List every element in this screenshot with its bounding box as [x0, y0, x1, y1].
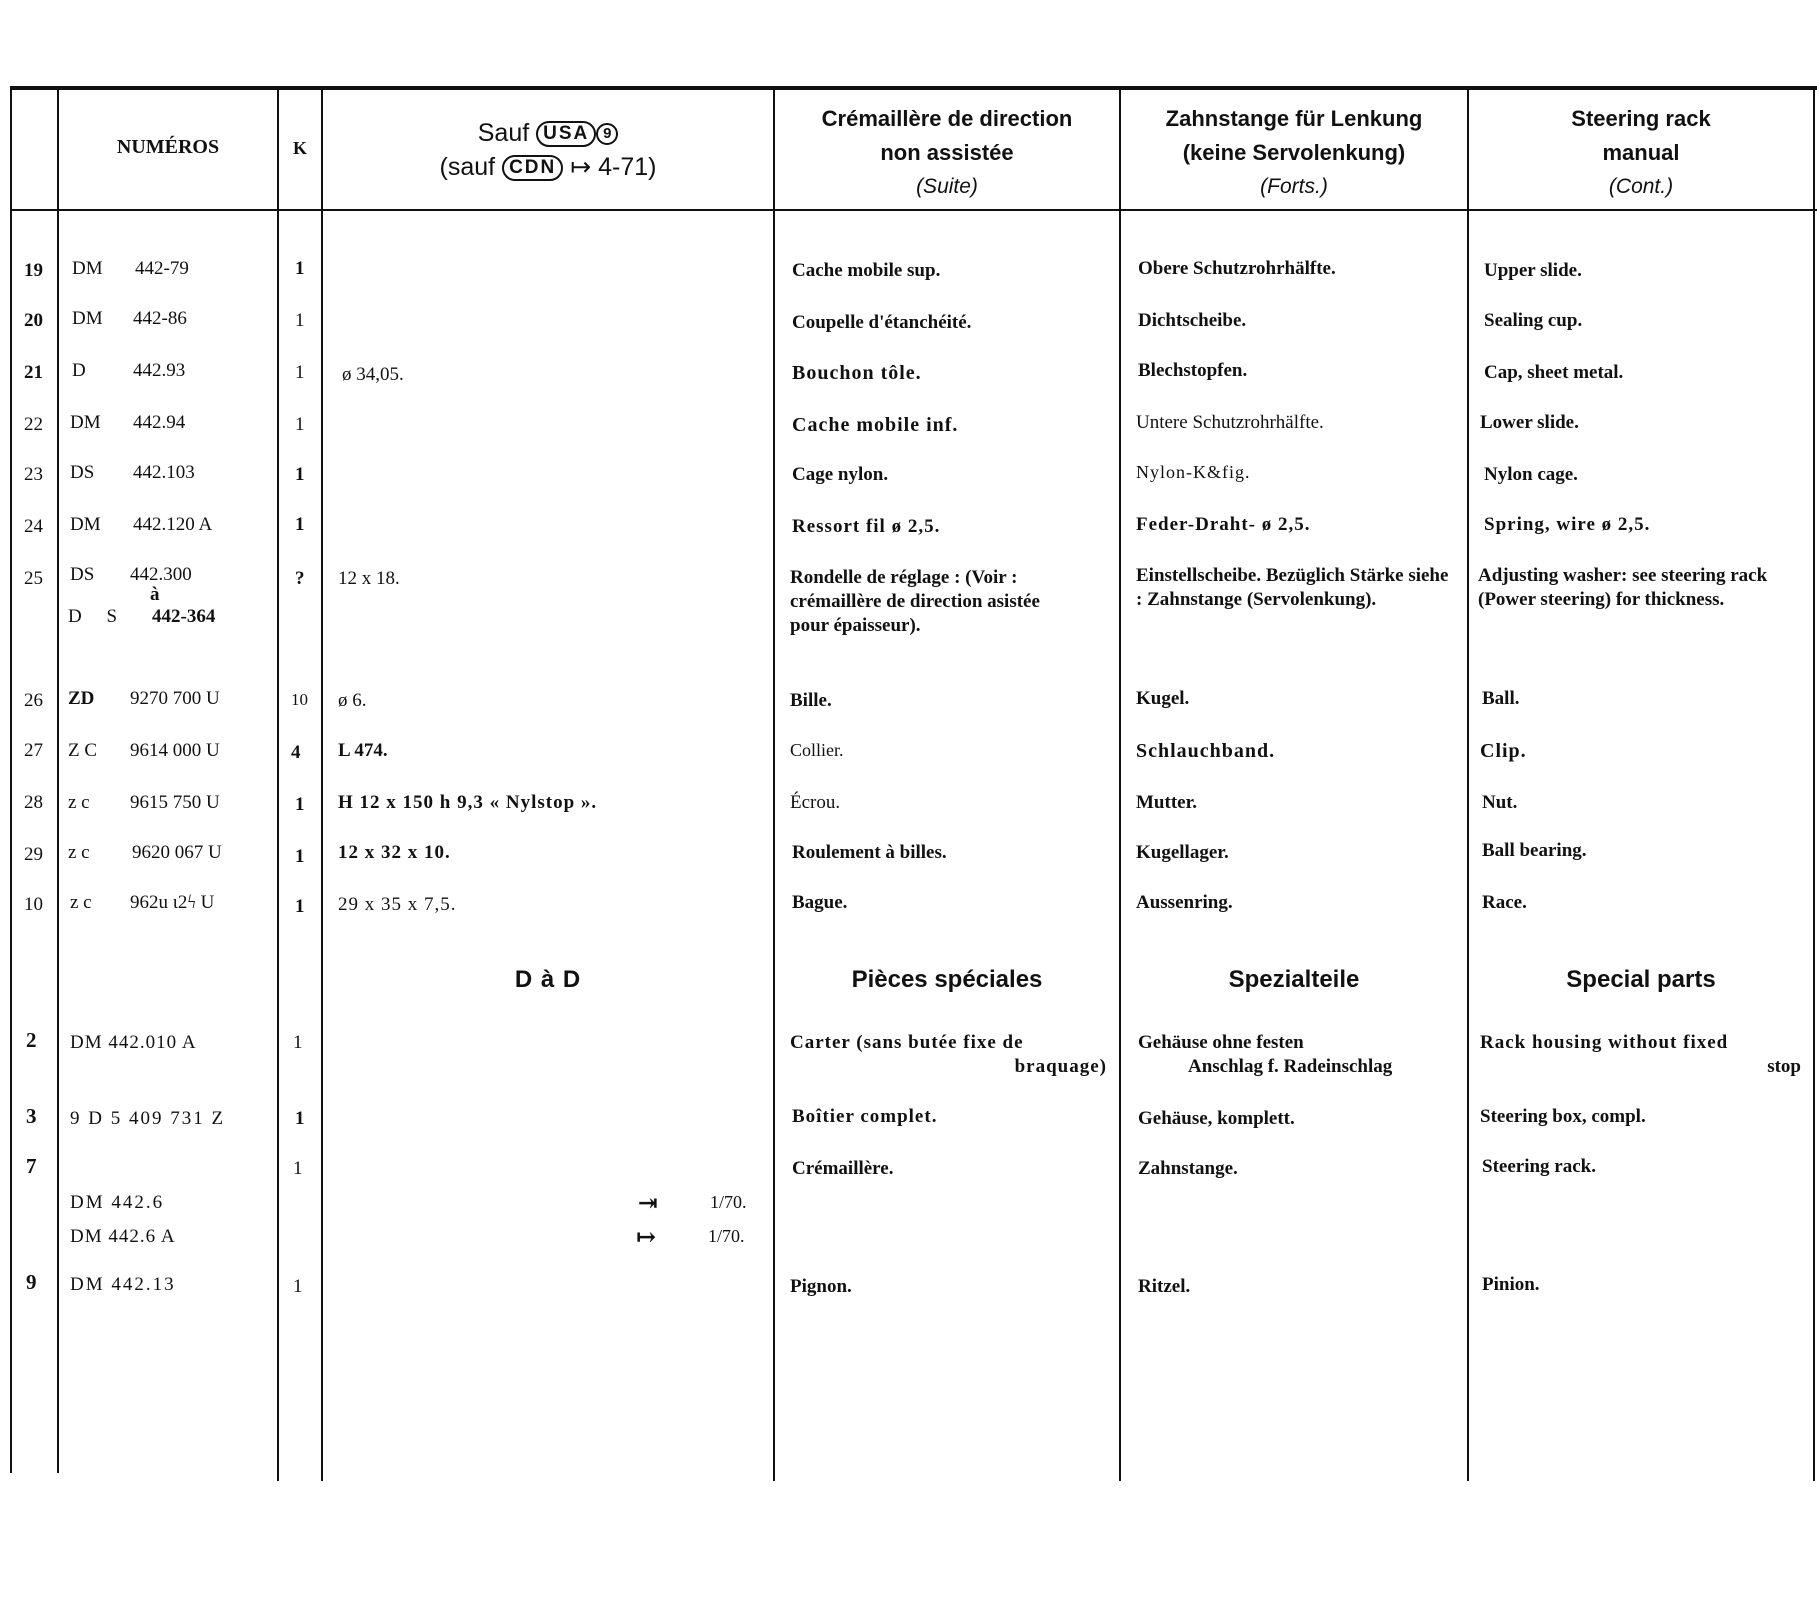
- col-divider: [277, 88, 279, 1481]
- row-spec: L 474.: [338, 740, 388, 761]
- row-desc-fr: Crémaillère.: [792, 1158, 894, 1179]
- col-divider: [321, 88, 323, 1481]
- col-divider: [773, 88, 775, 1481]
- col-divider: [1467, 88, 1469, 1481]
- row-part-number: 9614 000 U: [130, 740, 220, 761]
- row-desc-en: Clip.: [1480, 740, 1527, 762]
- row-part-number: 9270 700 U: [130, 688, 220, 709]
- header-bottom-rule: [10, 209, 1817, 211]
- row-ref: 28: [24, 792, 43, 813]
- row-part-number: 442.94: [133, 412, 186, 433]
- row-qty: 1: [293, 1032, 303, 1053]
- row-desc-fr: Cache mobile sup.: [792, 260, 941, 281]
- english-title-1: Steering rack: [1571, 106, 1711, 131]
- row-desc-fr: Pignon.: [790, 1276, 852, 1297]
- header-french: [775, 102, 1119, 204]
- row-part-number: 442.93: [133, 360, 186, 381]
- section-title-en: Special parts: [1566, 966, 1716, 993]
- row-part-number: 442.300: [130, 564, 192, 585]
- usa-badge: USA: [536, 121, 596, 147]
- row-desc-en: Lower slide.: [1480, 412, 1579, 433]
- row-qty: 10: [291, 690, 308, 709]
- section-title-de: Spezialteile: [1228, 966, 1360, 993]
- row-ref: 7: [26, 1154, 37, 1178]
- header-english: [1469, 102, 1813, 204]
- row-ref: 2: [26, 1028, 37, 1052]
- row-part-range-word: à: [150, 584, 160, 605]
- row-desc-fr: Cage nylon.: [792, 464, 889, 485]
- row-part-number: DM 442.13: [70, 1274, 176, 1295]
- col-divider: [1813, 88, 1815, 1481]
- row-ref: 24: [24, 516, 43, 537]
- row-desc-de-line-2: Anschlag f. Radeinschlag: [1188, 1056, 1393, 1077]
- cdn-badge: CDN: [502, 155, 563, 181]
- row-qty: ?: [295, 568, 305, 589]
- french-title-2: non assistée: [880, 140, 1014, 165]
- french-title-3: (Suite): [916, 175, 978, 198]
- sub-date: 1/70.: [708, 1226, 745, 1246]
- row-desc-en: Sealing cup.: [1484, 310, 1583, 331]
- section-title-fr: Pièces spéciales: [851, 966, 1043, 993]
- row-desc-fr: Rondelle de réglage : (Voir : crémaillère de direction asistée pour épaisseur).: [790, 567, 1040, 636]
- row-ref: 26: [24, 690, 43, 711]
- row-desc-fr: Coupelle d'étanchéité.: [792, 312, 972, 333]
- col-divider: [1119, 88, 1121, 1481]
- row-desc-de: Blechstopfen.: [1138, 360, 1248, 381]
- row-desc-fr: Bague.: [792, 892, 848, 913]
- row-part-prefix: DM: [70, 412, 101, 433]
- row-part-number: DM 442.010 A: [70, 1032, 197, 1053]
- row-desc-en: Ball bearing.: [1482, 840, 1587, 861]
- row-part-prefix: z c: [68, 792, 90, 813]
- english-title-3: (Cont.): [1608, 175, 1674, 198]
- row-desc-en: Upper slide.: [1484, 260, 1582, 281]
- row-desc-de: Kugel.: [1136, 688, 1190, 709]
- row-spec: H 12 x 150 h 9,3 « Nylstop ».: [338, 792, 598, 813]
- row-qty: 1: [295, 794, 305, 815]
- row-desc-fr-line-1: Carter (sans butée fixe de: [790, 1032, 1024, 1053]
- row-desc-fr-line-2: braquage): [1014, 1056, 1107, 1077]
- row-part-prefix: DM: [72, 308, 103, 329]
- row-part-prefix: DS: [70, 462, 95, 483]
- row-part-prefix-2: D S: [68, 606, 128, 627]
- row-desc-fr: Ressort fil ø 2,5.: [792, 516, 941, 537]
- row-part-prefix: D: [72, 360, 86, 381]
- row-desc-en: Nut.: [1482, 792, 1518, 813]
- row-desc-de: Obere Schutzrohrhälfte.: [1138, 258, 1336, 279]
- header-k: K: [292, 138, 307, 158]
- row-spec: ø 6.: [338, 690, 367, 711]
- row-part-number: 9 D 5 409 731 Z: [70, 1108, 226, 1129]
- row-desc-de: Feder-Draht- ø 2,5.: [1136, 514, 1311, 535]
- row-qty: 1: [295, 310, 305, 331]
- row-qty: 1: [295, 896, 305, 917]
- row-ref: 21: [24, 362, 43, 383]
- row-ref: 19: [24, 260, 43, 281]
- row-desc-de: Zahnstange.: [1138, 1158, 1238, 1179]
- row-part-prefix: Z C: [68, 740, 98, 761]
- row-part-number: 9620 067 U: [132, 842, 222, 863]
- row-desc-fr: Collier.: [790, 740, 844, 760]
- row-desc-fr: Cache mobile inf.: [792, 414, 959, 436]
- arrow-from-bar-icon: ↦: [636, 1225, 657, 1251]
- row-part-prefix: z c: [68, 842, 90, 863]
- row-qty: 1: [295, 258, 305, 279]
- french-title-1: Crémaillère de direction: [821, 106, 1073, 131]
- german-title-3: (Forts.): [1260, 175, 1328, 198]
- row-desc-fr: Boîtier complet.: [792, 1106, 938, 1127]
- arrow-right-from-bar-icon: ↦: [570, 153, 592, 181]
- row-desc-en: Adjusting washer: see steering rack (Power steering) for thickness.: [1478, 565, 1768, 610]
- row-qty: 1: [295, 414, 305, 435]
- row-part-prefix: DS: [70, 564, 95, 585]
- row-qty: 4: [291, 742, 301, 763]
- row-qty: 1: [295, 1108, 305, 1129]
- row-desc-en: Spring, wire ø 2,5.: [1484, 514, 1651, 535]
- row-part-number: 442-79: [135, 258, 189, 279]
- row-qty: 1: [295, 362, 305, 383]
- row-part-number: 442.120 A: [133, 514, 213, 535]
- row-ref: 23: [24, 464, 43, 485]
- row-part-prefix: z c: [70, 892, 92, 913]
- german-title-1: Zahnstange für Lenkung: [1165, 106, 1423, 131]
- row-desc-de-line-1: Gehäuse ohne festen: [1138, 1032, 1304, 1053]
- row-spec: ø 34,05.: [342, 364, 404, 385]
- row-desc-fr: Écrou.: [790, 792, 841, 813]
- sub-part-number: DM 442.6: [70, 1192, 165, 1213]
- row-desc-de: Kugellager.: [1136, 842, 1229, 863]
- row-ref: 25: [24, 568, 43, 589]
- row-ref: 3: [26, 1104, 37, 1128]
- conditions-line-2: [323, 150, 773, 184]
- row-qty: 1: [295, 514, 305, 535]
- row-desc-en-line-1: Rack housing without fixed: [1480, 1032, 1729, 1053]
- row-part-prefix: DM: [70, 514, 101, 535]
- row-desc-en: Steering box, compl.: [1480, 1106, 1646, 1127]
- sauf-label: Sauf: [477, 119, 530, 147]
- header-numeros: NUMÉROS: [116, 136, 220, 158]
- row-qty: 1: [295, 464, 305, 485]
- german-title-2: (keine Servolenkung): [1182, 140, 1406, 165]
- row-desc-de: Einstellscheibe. Bezüglich Stärke siehe : Zahnstange (Servolenkung).: [1136, 565, 1449, 610]
- col-divider: [57, 88, 59, 1473]
- row-desc-de: Dichtscheibe.: [1138, 310, 1247, 331]
- col-divider: [10, 88, 12, 1473]
- date-label: 4-71): [598, 153, 657, 181]
- row-qty: 1: [293, 1276, 303, 1297]
- row-desc-fr: Bouchon tôle.: [792, 362, 922, 384]
- table-top-rule: [10, 86, 1817, 90]
- row-desc-fr: Bille.: [790, 690, 832, 711]
- row-qty: 1: [293, 1158, 303, 1179]
- row-desc-en: Steering rack.: [1482, 1156, 1596, 1177]
- row-desc-de: Aussenring.: [1136, 892, 1233, 913]
- row-part-number: 9615 750 U: [130, 792, 220, 813]
- row-ref: 10: [24, 894, 43, 915]
- row-desc-de: Mutter.: [1136, 792, 1198, 813]
- row-ref: 29: [24, 844, 43, 865]
- row-desc-de: Gehäuse, komplett.: [1138, 1108, 1295, 1129]
- row-desc-en: Pinion.: [1482, 1274, 1540, 1295]
- arrow-to-bar-icon: ⇥: [638, 1191, 659, 1217]
- row-ref: 9: [26, 1270, 37, 1294]
- row-desc-de: Nylon-K&fig.: [1136, 462, 1251, 482]
- row-spec: 12 x 18.: [338, 568, 400, 589]
- conditions-line-1: [323, 116, 773, 150]
- row-desc-en: Ball.: [1482, 688, 1520, 709]
- row-part-prefix: ZD: [68, 688, 95, 709]
- row-desc-en-line-2: stop: [1767, 1056, 1801, 1077]
- row-desc-de: Schlauchband.: [1136, 740, 1276, 762]
- row-ref: 20: [24, 310, 43, 331]
- row-qty: 1: [295, 846, 305, 867]
- row-desc-en: Race.: [1482, 892, 1527, 913]
- row-desc-de: Ritzel.: [1138, 1276, 1191, 1297]
- sub-part-number: DM 442.6 A: [70, 1226, 176, 1247]
- header-conditions: [323, 116, 773, 184]
- row-spec: 12 x 32 x 10.: [338, 842, 451, 863]
- english-title-2: manual: [1602, 140, 1680, 165]
- row-part-number-2: 442-364: [152, 606, 216, 627]
- row-ref: 22: [24, 414, 43, 435]
- row-part-number: 442.103: [133, 462, 195, 483]
- row-ref: 27: [24, 740, 43, 761]
- row-desc-de: Untere Schutzrohrhälfte.: [1136, 412, 1324, 433]
- sauf2-label: (sauf: [439, 153, 496, 181]
- sub-date: 1/70.: [710, 1192, 747, 1212]
- model-9-badge: 9: [596, 123, 618, 145]
- row-spec: 29 x 35 x 7,5.: [338, 894, 457, 915]
- row-part-prefix: DM: [72, 258, 103, 279]
- row-part-number: 962u ι2ϟ U: [130, 892, 215, 913]
- section-spec-label: D à D: [514, 966, 582, 993]
- row-desc-en: Nylon cage.: [1484, 464, 1578, 485]
- row-part-number: 442-86: [133, 308, 187, 329]
- header-german: [1121, 102, 1467, 204]
- row-desc-fr: Roulement à billes.: [792, 842, 947, 863]
- row-desc-en: Cap, sheet metal.: [1484, 362, 1624, 383]
